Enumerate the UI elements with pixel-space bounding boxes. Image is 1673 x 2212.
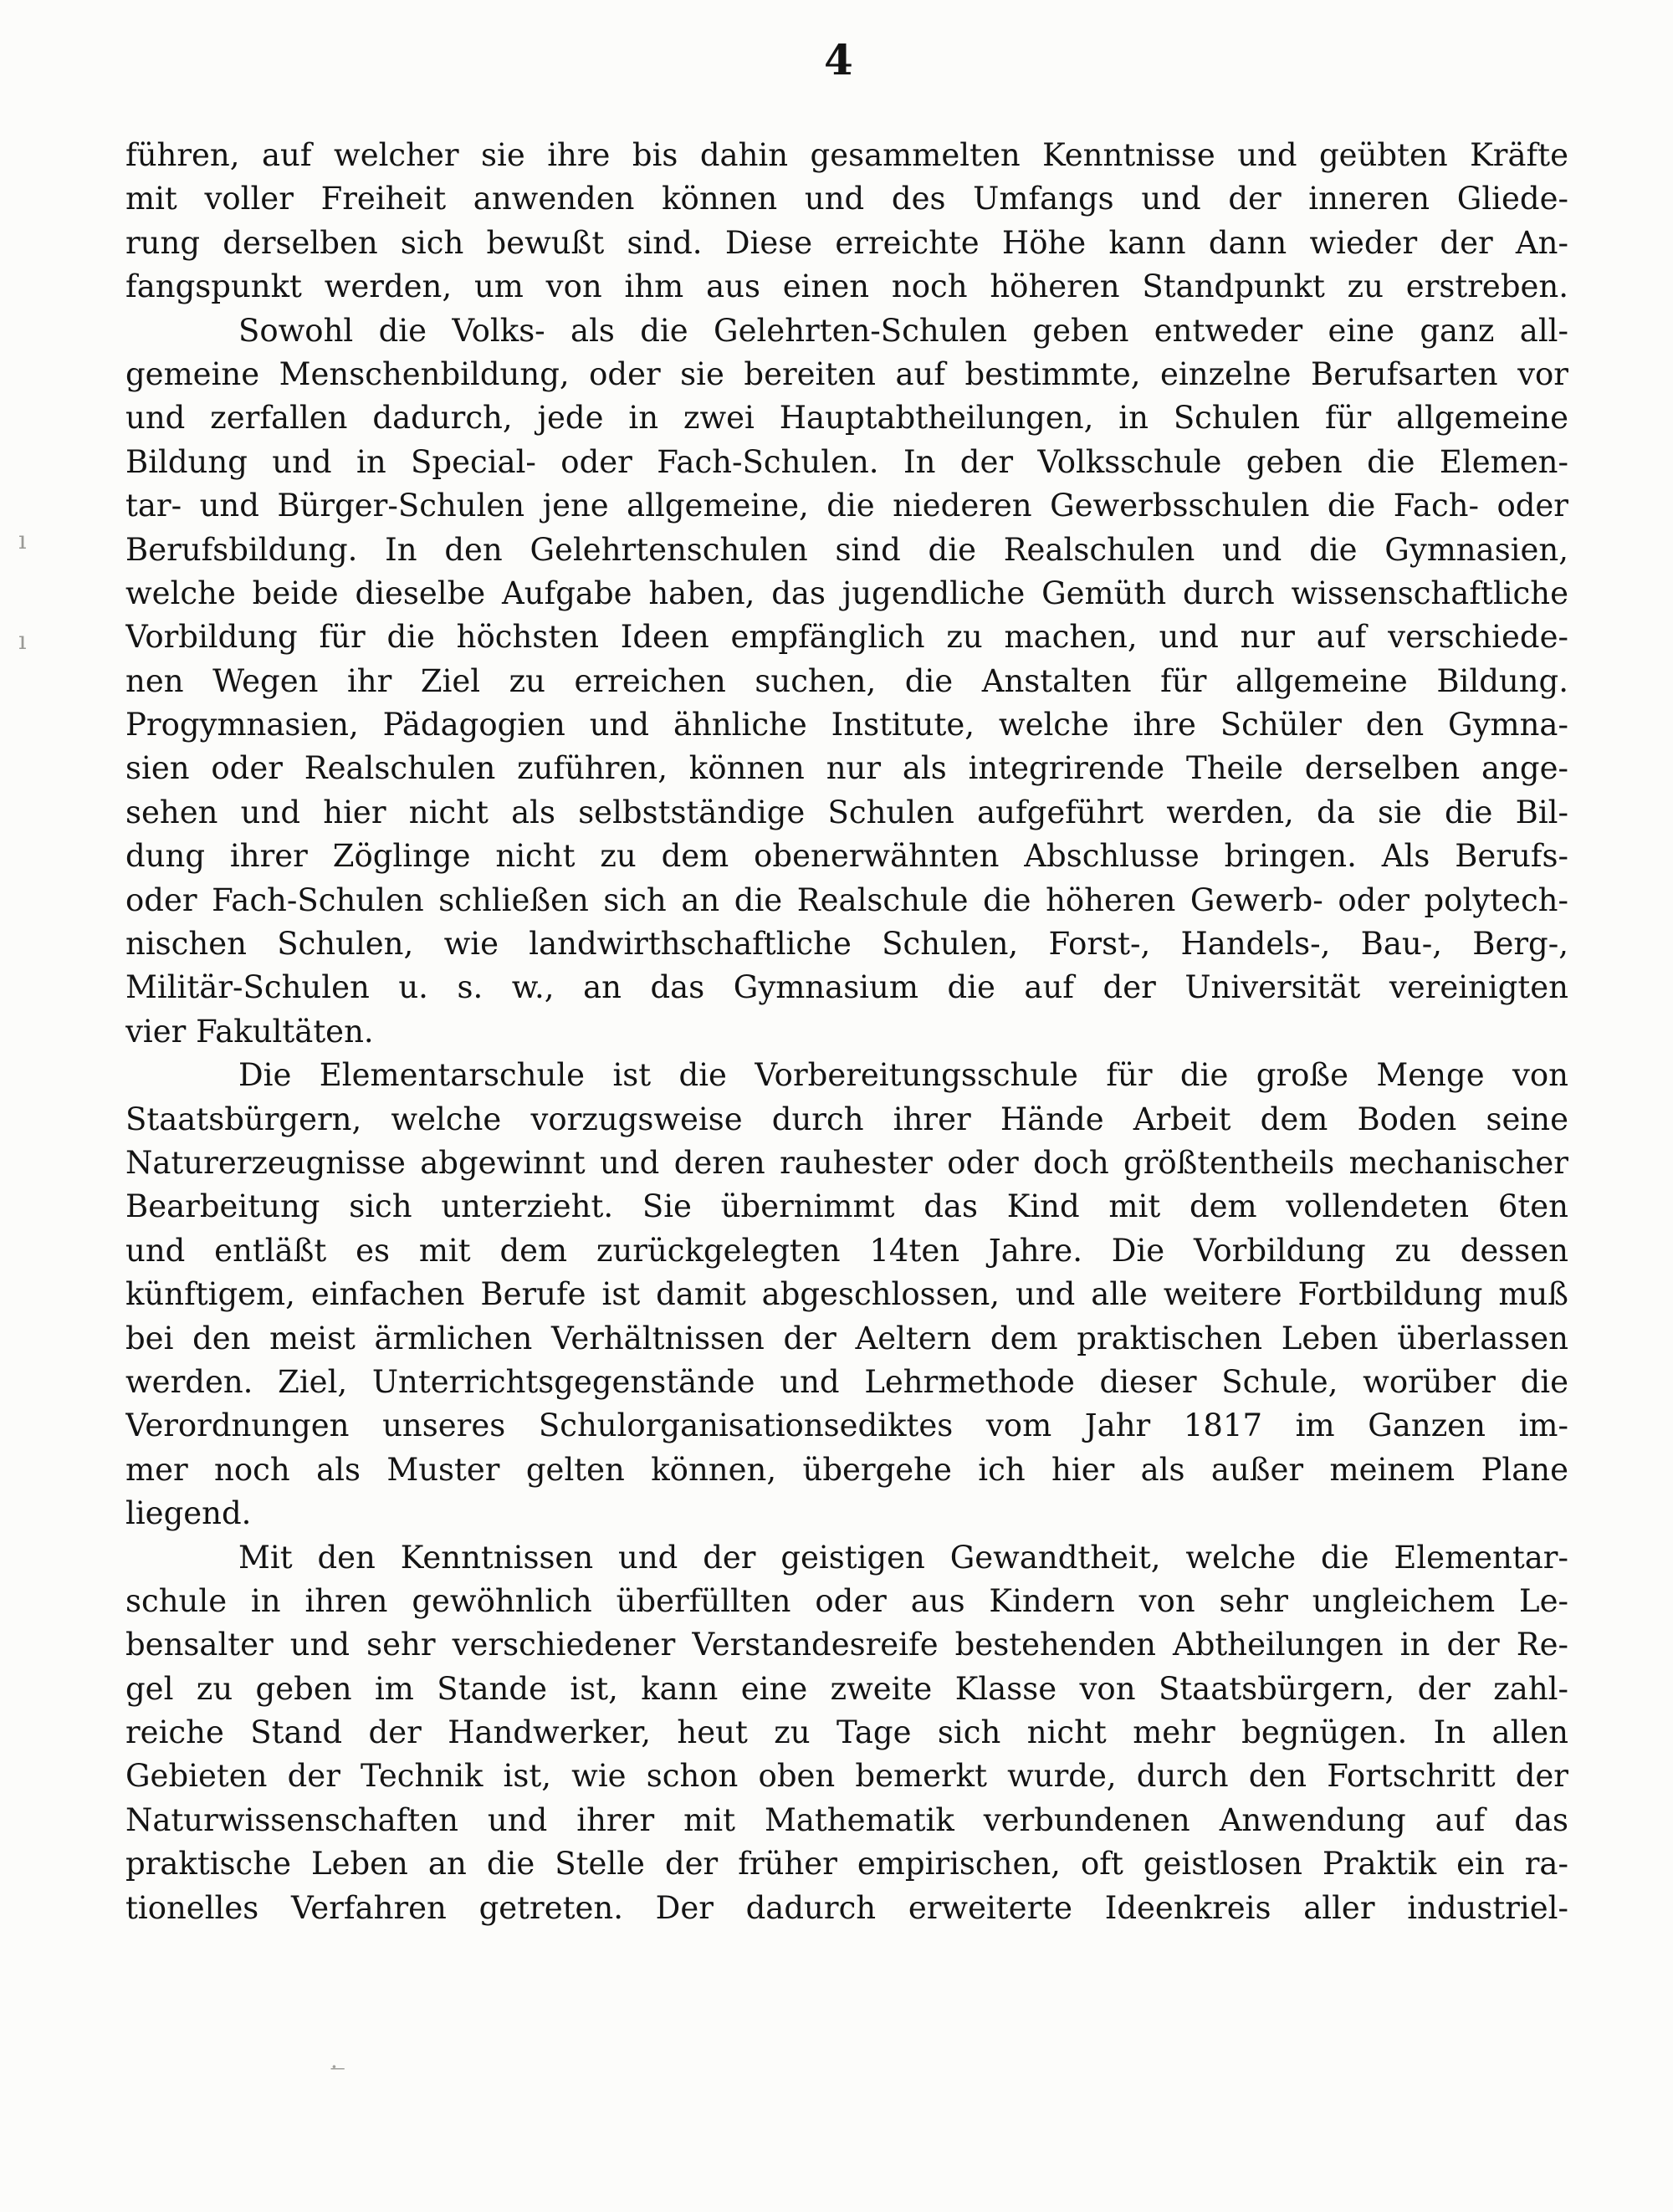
- text-line: sien oder Realschulen zuführen, können nur als integrirende Theile derselben ange-: [125, 750, 1568, 787]
- text-line: nischen Schulen, wie landwirthschaftliche Schulen, Forst-, Handels-, Bau-, Berg-,: [125, 926, 1568, 963]
- text-line: und zerfallen dadurch, jede in zwei Hauptabtheilungen, in Schulen für allgemeine: [125, 400, 1568, 437]
- text-line: gemeine Menschenbildung, oder sie bereiten auf bestimmte, einzelne Berufsarten vor: [125, 355, 1568, 392]
- text-line: Staatsbürgern, welche vorzugsweise durch ihrer Hände Arbeit dem Boden seine: [125, 1101, 1568, 1137]
- text-line: dung ihrer Zöglinge nicht zu dem obenerwähnten Abschlusse bringen. Als Berufs-: [125, 838, 1568, 875]
- text-line: praktische Leben an die Stelle der früher empirischen, oft geistlosen Praktik ein ra-: [125, 1846, 1568, 1882]
- text-line: vier Fakultäten.: [125, 1013, 374, 1050]
- text-line: führen, auf welcher sie ihre bis dahin gesammelten Kenntnisse und geübten Kräfte: [125, 137, 1568, 173]
- footer-smudge: · ̶: [330, 2053, 345, 2081]
- text-line: Naturwissenschaften und ihrer mit Mathematik verbundenen Anwendung auf das: [125, 1801, 1568, 1838]
- text-line: mer noch als Muster gelten können, übergehe ich hier als außer meinem Plane: [125, 1451, 1568, 1488]
- text-line: Sowohl die Volks- als die Gelehrten-Schulen geben entweder eine ganz all-: [238, 312, 1568, 349]
- text-line: Militär-Schulen u. s. w., an das Gymnasium die auf der Universität vereinigten: [125, 969, 1568, 1006]
- text-line: künftigem, einfachen Berufe ist damit abgeschlossen, und alle weitere Fortbildung muß: [125, 1276, 1568, 1313]
- text-line: tionelles Verfahren getreten. Der dadurch erweiterte Ideenkreis aller industriel-: [125, 1889, 1568, 1926]
- text-line: gel zu geben im Stande ist, kann eine zweite Klasse von Staatsbürgern, der zahl-: [125, 1670, 1568, 1707]
- text-line: welche beide dieselbe Aufgabe haben, das jugendliche Gemüth durch wissenschaftliche: [125, 575, 1568, 611]
- body-text: [125, 134, 1568, 1930]
- text-line: fangspunkt werden, um von ihm aus einen noch höheren Standpunkt zu erstreben.: [125, 268, 1568, 305]
- text-line: sehen und hier nicht als selbstständige Schulen aufgeführt werden, da sie die Bil-: [125, 794, 1568, 830]
- text-line: schule in ihren gewöhnlich überfüllten oder aus Kindern von sehr ungleichem Le-: [125, 1582, 1568, 1619]
- text-line: bensalter und sehr verschiedener Verstandesreife bestehenden Abtheilungen in der Re-: [125, 1627, 1568, 1663]
- text-line: liegend.: [125, 1495, 252, 1532]
- text-line: mit voller Freiheit anwenden können und des Umfangs und der inneren Gliede-: [125, 181, 1568, 217]
- margin-pencil-mark: ı: [18, 526, 27, 555]
- text-line: Gebieten der Technik ist, wie schon oben bemerkt wurde, durch den Fortschritt der: [125, 1758, 1568, 1795]
- margin-pencil-mark: ı: [18, 626, 27, 656]
- text-line: Progymnasien, Pädagogien und ähnliche Institute, welche ihre Schüler den Gymna-: [125, 707, 1568, 743]
- text-line: Verordnungen unseres Schulorganisationsediktes vom Jahr 1817 im Ganzen im-: [125, 1407, 1568, 1444]
- page-number: 4: [824, 35, 853, 84]
- text-line: Bearbeitung sich unterzieht. Sie übernimmt das Kind mit dem vollendeten 6ten: [125, 1188, 1568, 1225]
- text-line: reiche Stand der Handwerker, heut zu Tage sich nicht mehr begnügen. In allen: [125, 1714, 1568, 1751]
- text-line: und entläßt es mit dem zurückgelegten 14ten Jahre. Die Vorbildung zu dessen: [125, 1232, 1568, 1269]
- text-line: Naturerzeugnisse abgewinnt und deren rauhester oder doch größtentheils mechanischer: [125, 1144, 1568, 1181]
- text-line: Mit den Kenntnissen und der geistigen Gewandtheit, welche die Elementar-: [238, 1539, 1568, 1576]
- text-line: werden. Ziel, Unterrichtsgegenstände und Lehrmethode dieser Schule, worüber die: [125, 1363, 1568, 1400]
- text-line: oder Fach-Schulen schließen sich an die Realschule die höheren Gewerb- oder polytech-: [125, 881, 1568, 918]
- text-line: Bildung und in Special- oder Fach-Schulen. In der Volksschule geben die Elemen-: [125, 443, 1568, 480]
- text-line: rung derselben sich bewußt sind. Diese erreichte Höhe kann dann wieder der An-: [125, 224, 1568, 261]
- text-line: tar- und Bürger-Schulen jene allgemeine, die niederen Gewerbsschulen die Fach- oder: [125, 488, 1568, 524]
- text-line: Berufsbildung. In den Gelehrtenschulen sind die Realschulen und die Gymnasien,: [125, 531, 1568, 568]
- text-line: nen Wegen ihr Ziel zu erreichen suchen, die Anstalten für allgemeine Bildung.: [125, 662, 1568, 699]
- text-line: bei den meist ärmlichen Verhältnissen der Aeltern dem praktischen Leben überlassen: [125, 1320, 1568, 1356]
- text-line: Die Elementarschule ist die Vorbereitungsschule für die große Menge von: [238, 1057, 1568, 1094]
- text-line: Vorbildung für die höchsten Ideen empfänglich zu machen, und nur auf verschiede-: [125, 619, 1568, 656]
